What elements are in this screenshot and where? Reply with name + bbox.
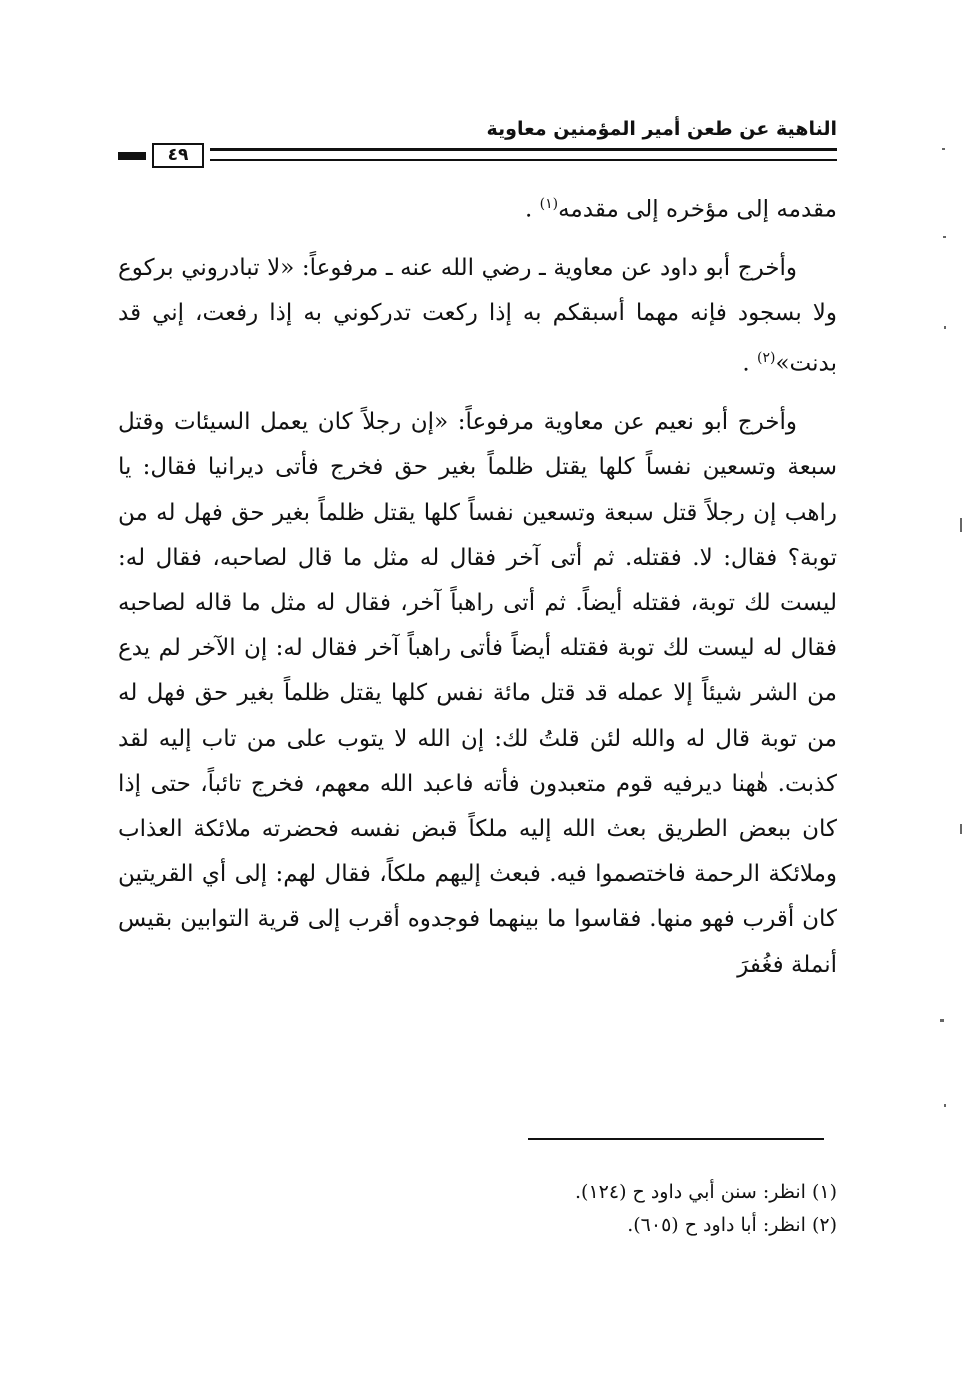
footnote-separator [528,1138,824,1140]
paragraph-2 [118,246,837,387]
footnote-2: (٢) انظر: أبا داود ح (٦٠٥). [627,1214,837,1236]
paragraph-1-end: . [525,196,540,223]
header-dash-mark [118,152,146,160]
paragraph-2-text: وأخرج أبو داود عن معاوية ـ رضي الله عنه ـ مرفوعاً: «لا تبادروني بركوع ولا بسجود فإنه مهما أسبقكم به إذا ركعت تدركوني به إذا رفعت، إني قد بدنت» [118,254,837,377]
paragraph-3: وأخرج أبو نعيم عن معاوية مرفوعاً: «إن رجلاً كان يعمل السيئات وقتل سبعة وتسعين نفساً كلها يقتل ظلماً بغير حق فخرج فأتى ديرانيا فقال: يا راهب إن رجلاً قتل سبعة وتسعين نفساً كلها يقتل ظلماً بغير حق فهل له من توبة؟ فقال: لا. فقتله. ثم أتى آخر فقال له مثل ما قال لصاحبه، فقال له: ليست لك توبة، فقتله أيضاً. ثم أتى راهباً آخر، فقال له مثل ما قاله لصاحبه فقال له ليست لك توبة فقتله أيضاً فأتى راهباً آخر فقال له: إن الآخر لم يدع من الشر شيئاً إلا عمله قد قتل مائة نفس كلها يقتل ظلماً بغير حق فهل له من توبة قال له والله لئن قلتُ لك: إن الله لا يتوب على من تاب إليه لقد كذبت. هٰهنا ديرفيه قوم متعبدون فأته فاعبد الله معهم، فخرج تائباً، حتى إذا كان ببعض الطريق بعث الله إليه ملكاً قبض نفسه فحضرته ملائكة العذاب وملائكة الرحمة فاختصموا فيه. فبعث إليهم ملكاً، فقال لهم: إلى أي القريتين كان أقرب فهو منها. فقاسوا ما بينهما فوجدوه أقرب إلى قرية التوابين بقيس أنملة فغُفرَ [118,409,838,978]
margin-speck [944,1104,946,1107]
margin-speck [960,824,962,834]
main-text [118,182,837,988]
footnotes [300,1176,837,1242]
margin-speck [943,236,946,238]
page-number: ٤٩ [152,143,204,168]
footnote-ref-1: (١) [539,196,559,212]
paragraph-2-end: . [742,350,757,377]
margin-speck [940,1019,944,1022]
margin-speck [944,326,946,329]
footnote-1: (١) انظر: سنن أبي داود ح (١٢٤). [575,1181,837,1203]
paragraph-1 [118,182,837,233]
running-title: الناهية عن طعن أمير المؤمنين معاوية [486,118,837,140]
header-double-rule [210,148,837,161]
footnote-ref-2: (٢) [756,350,776,367]
margin-speck [942,148,945,150]
margin-speck [960,518,962,532]
paragraph-1-text: مقدمه إلى مؤخره إلى مقدمه [558,196,837,223]
